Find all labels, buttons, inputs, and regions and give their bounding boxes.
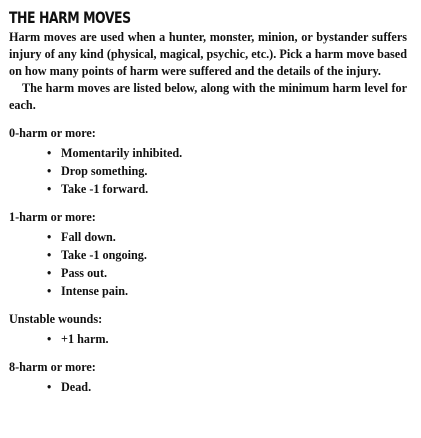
list-item-text: Fall down. — [61, 230, 116, 244]
move-list — [9, 378, 407, 396]
section-heading: 8-harm or more: — [9, 360, 96, 374]
move-list — [9, 228, 407, 300]
harm-section-0 — [9, 125, 407, 198]
intro-paragraph-2: The harm moves are listed below, along with the minimum harm level for each. — [9, 81, 407, 112]
list-item — [47, 264, 407, 282]
page-title: THE HARM MOVES — [9, 8, 131, 27]
section-heading: 0-harm or more: — [9, 126, 96, 140]
bullet-icon: • — [47, 182, 52, 196]
section-heading: Unstable wounds: — [9, 312, 103, 326]
bullet-icon: • — [47, 266, 52, 280]
harm-section-3 — [9, 359, 407, 396]
document-page — [9, 9, 407, 396]
list-item-text: Take -1 ongoing. — [61, 248, 147, 262]
list-item — [47, 246, 407, 264]
list-item — [47, 162, 407, 180]
list-item-text: Take -1 forward. — [61, 182, 149, 196]
list-item — [47, 282, 407, 300]
bullet-icon: • — [47, 332, 52, 346]
move-list — [9, 144, 407, 198]
list-item — [47, 228, 407, 246]
harm-section-2 — [9, 311, 407, 348]
list-item-text: +1 harm. — [61, 332, 109, 346]
move-list — [9, 330, 407, 348]
list-item-text: Dead. — [61, 380, 92, 394]
harm-section-1 — [9, 209, 407, 300]
bullet-icon: • — [47, 146, 52, 160]
section-heading: 1-harm or more: — [9, 210, 96, 224]
bullet-icon: • — [47, 164, 52, 178]
bullet-icon: • — [47, 380, 52, 394]
list-item-text: Momentarily inhibited. — [61, 146, 183, 160]
list-item — [47, 180, 407, 198]
list-item — [47, 330, 407, 348]
bullet-icon: • — [47, 248, 52, 262]
list-item — [47, 144, 407, 162]
list-item — [47, 378, 407, 396]
list-item-text: Intense pain. — [61, 284, 129, 298]
bullet-icon: • — [47, 284, 52, 298]
bullet-icon: • — [47, 230, 52, 244]
list-item-text: Pass out. — [61, 266, 108, 280]
list-item-text: Drop something. — [61, 164, 148, 178]
intro-paragraph-1: Harm moves are used when a hunter, monster, minion, or bystander suffers injury of any kind (physical, magical, psychic, etc.). Pick a harm move based on how many points of harm were suffered and the details of the injury. — [9, 30, 407, 78]
